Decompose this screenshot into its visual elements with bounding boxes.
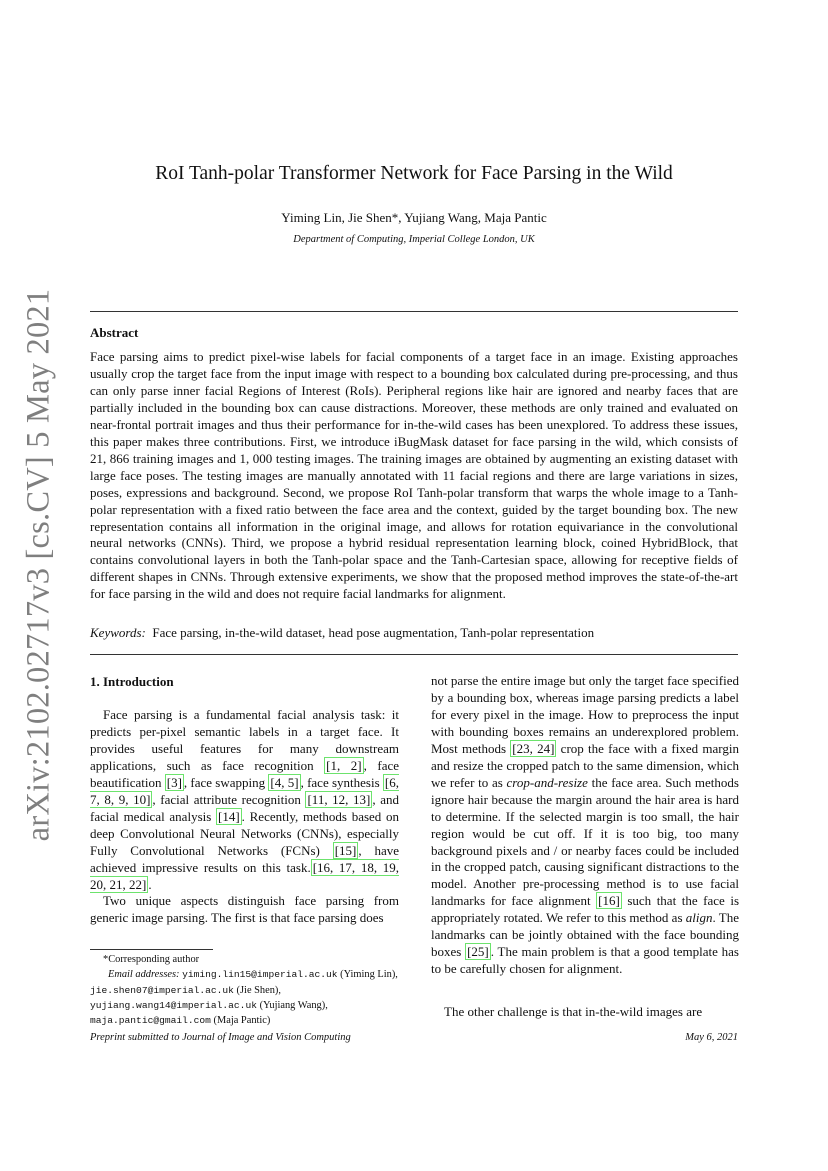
citation-link[interactable]: [6, 7, 8, 9, 10] xyxy=(90,774,400,807)
email-link[interactable]: maja.pantic@gmail.com xyxy=(90,1015,211,1027)
abstract-heading: Abstract xyxy=(90,325,139,340)
intro-paragraph-continued: not parse the entire image but only the target face specified by a bounding box, whereas image parsing predicts a label for every pixel in the image. How to preprocess the input with bounding boxes remains an underexplored problem. Most methods [23, 24] crop the face with a fixed margin and resize the cropped patch to the same dimension, which we refer to as crop-and-resize the face area. Such methods ignore hair because the margin around the hair area is hard to determine. If the selected margin is too small, the hair region would be cut off. If it is too big, too many background pixels and / or nearby faces could be included in the cropped patch, causing significant distractions to the model. Another pre-processing method is to use facial landmarks for face alignment [16] such that the face is appropriately rotated. We refer to this method as align. The landmarks can be jointly obtained with the face bounding boxes [25] . The main problem is that a good template has to be carefully chosen for alignment. xyxy=(431,673,740,977)
abstract-top-rule xyxy=(90,311,738,312)
footer-journal: Preprint submitted to Journal of Image and Vision Computing xyxy=(90,1032,351,1043)
citation-link[interactable]: [15] xyxy=(334,842,357,858)
intro-paragraph-3: The other challenge is that in-the-wild images are xyxy=(444,1004,703,1019)
section-heading-introduction: 1. Introduction xyxy=(90,674,174,689)
citation-link[interactable]: [14] xyxy=(218,808,240,824)
email-link[interactable]: jie.shen07@imperial.ac.uk xyxy=(90,984,234,996)
citation-link[interactable]: [16] xyxy=(598,893,620,909)
email-link[interactable]: yiming.lin15@imperial.ac.uk xyxy=(182,969,338,981)
footnote-emails: Email addresses: yiming.lin15@imperial.ac.uk (Yiming Lin), jie.shen07@imperial.ac.uk (Jie Shen), yujiang.wang14@imperial.ac.uk (Yujiang Wang), maja.pantic@gmail.com (Maja Pantic) xyxy=(90,969,398,1027)
author-list: Yiming Lin, Jie Shen*, Yujiang Wang, Maja Pantic xyxy=(281,210,547,225)
intro-paragraph-1: Face parsing is a fundamental facial analysis task: it predicts per-pixel semantic labels in a target face. It provides useful features for many downstream applications, such as face recognition [1, 2] , face beautification [3] , face swapping [4, 5] , face synthesis [6, 7, 8, 9, 10] , facial attribute recognition [11, 12, 13] , and facial medical analysis [14] . Recently, methods based on deep Convolutional Neural Networks (CNNs), especially Fully Convolutional Networks (FCNs) [15] , have achieved impressive results on this task. [16, 17, 18, 19, 20, 21, 22] . xyxy=(90,707,400,892)
citation-link[interactable]: [3] xyxy=(166,774,182,790)
paper-title: RoI Tanh-polar Transformer Network for Face Parsing in the Wild xyxy=(155,163,673,184)
keywords-label: Keywords: xyxy=(90,625,146,640)
intro-paragraph-2: Two unique aspects distinguish face parsing from generic image parsing. The first is that face parsing does xyxy=(90,893,399,926)
citation-link[interactable]: [1, 2] xyxy=(326,757,362,773)
citation-link[interactable]: [25] xyxy=(467,944,489,960)
intro-left-column xyxy=(90,707,399,927)
citation-link[interactable]: [4, 5] xyxy=(270,774,299,790)
affiliation: Department of Computing, Imperial College London, UK xyxy=(293,234,535,245)
keywords-text: Face parsing, in-the-wild dataset, head pose augmentation, Tanh-polar representation xyxy=(152,625,595,640)
citation-link[interactable]: [11, 12, 13] xyxy=(307,791,371,807)
citation-link[interactable]: [16, 17, 18, 19, 20, 21, 22] xyxy=(90,859,399,892)
footer-date: May 6, 2021 xyxy=(685,1032,738,1043)
email-link[interactable]: yujiang.wang14@imperial.ac.uk xyxy=(90,999,257,1011)
arxiv-stamp: arXiv:2102.02717v3 [cs.CV] 5 May 2021 xyxy=(20,288,57,842)
footnote xyxy=(90,952,399,1028)
footnote-corresponding: *Corresponding author xyxy=(103,954,200,965)
citation-link[interactable]: [23, 24] xyxy=(512,740,555,756)
footnote-rule xyxy=(90,949,213,950)
abstract-text: Face parsing aims to predict pixel-wise labels for facial components of a target face in an image. Existing approaches usually crop the target face from the input image with respect to a bounding box calculated during pre-processing, and thus can only parse inner facial Regions of Interest (RoIs). Peripheral regions like hair are ignored and nearby faces that are partially included in the bounding box can cause distractions. Moreover, these methods are only trained and evaluated on near-frontal portrait images and thus their performance for in-the-wild cases has been unexplored. To address these issues, this paper makes three contributions. First, we introduce iBugMask dataset for face parsing in the wild, which consists of 21, 866 training images and 1, 000 testing images. The training images are obtained by augmenting an existing dataset with large face poses. The testing images are manually annotated with 11 facial regions and there are large variations in sizes, poses, expressions and background. Second, we propose RoI Tanh-polar transform that warps the whole image to a Tanh-polar representation with a fixed ratio between the face area and the context, guided by the target bounding box. The new representation contains all information in the original image, and allows for rotation equivariance in the convolutional neural networks (CNNs). Third, we propose a hybrid residual representation learning block, coined HybridBlock, that contains convolutional layers in both the Tanh-polar space and the Tanh-Cartesian space, allowing for receptive fields of different shapes in CNNs. Through extensive experiments, we show that the proposed method improves the state-of-the-art for face parsing in the wild and does not require facial landmarks for alignment. xyxy=(90,349,738,602)
keywords xyxy=(90,625,738,641)
intro-right-column xyxy=(431,673,739,978)
abstract-bottom-rule xyxy=(90,654,738,655)
